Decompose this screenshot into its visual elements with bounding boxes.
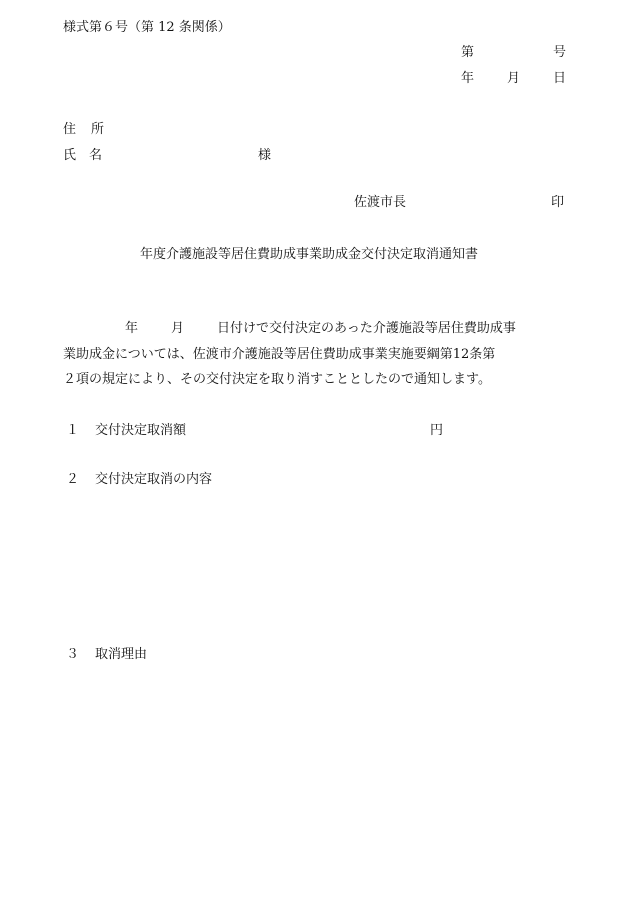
item-1-unit: 円 (430, 423, 444, 438)
item-2-label: 交付決定取消の内容 (95, 472, 213, 487)
body-year: 年 (125, 321, 139, 336)
date-month: 月 (507, 71, 521, 86)
item-3-label: 取消理由 (95, 647, 148, 662)
issuer-title: 佐渡市長 (354, 195, 407, 210)
address-label: 住 所 (63, 122, 106, 137)
date-day: 日 (553, 71, 567, 86)
form-label: 様式第６号（第 12 条関係） (63, 20, 231, 35)
item-1-number: １ (66, 423, 80, 438)
document-number-prefix: 第 (461, 45, 475, 60)
body-month: 月 (171, 321, 185, 336)
item-3-number: ３ (66, 647, 80, 662)
name-honorific: 様 (258, 148, 272, 163)
body-line-3: ２項の規定により、その交付決定を取り消すこととしたので通知します。 (63, 372, 491, 387)
seal-mark: 印 (551, 195, 565, 210)
item-1-label: 交付決定取消額 (95, 423, 187, 438)
document-title: 年度介護施設等居住費助成事業助成金交付決定取消通知書 (140, 247, 479, 262)
item-2-number: ２ (66, 472, 80, 487)
body-line-1-text: 日付けで交付決定のあった介護施設等居住費助成事 (217, 321, 516, 336)
body-line-2: 業助成金については、佐渡市介護施設等居住費助成事業実施要綱第12条第 (63, 347, 496, 362)
date-year: 年 (461, 71, 475, 86)
name-label: 氏 名 (63, 148, 103, 163)
document-number-suffix: 号 (553, 45, 567, 60)
